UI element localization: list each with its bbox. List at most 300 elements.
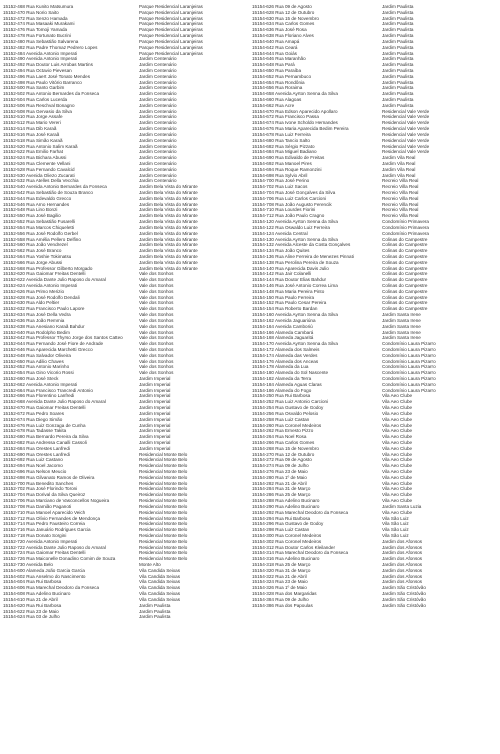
postal-code-street: 15152-502 Rua Antonio Bernardes da Fonseca [3, 91, 100, 97]
postal-code-street: 15154-604 Rua Rui Barbosa [3, 579, 62, 585]
neighborhood: Colinas do Campestre [382, 236, 428, 242]
neighborhood: Jardim Vila Real [382, 155, 416, 161]
postal-code-street: 15154-148 Rua Maria Pereira Pinto [252, 288, 325, 294]
postal-code-street: 15152-630 Rua Aldo Peltier [3, 300, 60, 306]
postal-code-street: 15154-150 Rua Paulo Ferreira [252, 294, 315, 300]
postal-code-street: 15152-720 Avenida Antonio Imperati [3, 538, 77, 544]
postal-code-street: 15154-650 Rua Paraíba [252, 67, 302, 73]
neighborhood: Jardim Imperial [139, 416, 171, 422]
postal-code-street: 15154-622 Rua 23 de Maio [3, 608, 59, 614]
postal-code-street: 15152-654 Rua Gino Vicorio Rossi [3, 370, 74, 376]
postal-code-street: 15152-634 Rua José Della Vedra [3, 312, 71, 318]
neighborhood: Jardim Santa Irene [382, 335, 421, 341]
postal-code-street: 15152-714 Rua Pedro Fausteiro Correia [3, 521, 85, 527]
neighborhood: Vale dos Sonhos [139, 364, 174, 370]
neighborhood: Jardim São Cristóvão [382, 602, 426, 608]
neighborhood: Jardim Paulista [139, 602, 171, 608]
postal-code-street: 15154-268 Rua 15 de Novembro [252, 445, 319, 451]
neighborhood: Condomínio Primavera [382, 224, 429, 230]
postal-code-street: 15152-722 Avenida Dante Julio Raposo do Amaral [3, 544, 106, 550]
postal-code-street: 15152-530 Avenida Oliezo Zucarati [3, 172, 75, 178]
neighborhood: Jardim Imperial [139, 422, 171, 428]
neighborhood: Jardim Centenário [139, 160, 177, 166]
postal-code-street: 15154-142 Rua Jair Colanelli [252, 271, 312, 277]
neighborhood: Vila Aeo Clube [382, 399, 413, 405]
postal-code-street: 15152-550 Rua José Bagilio [3, 213, 61, 219]
neighborhood: Jardim São Cristóvão [382, 585, 426, 591]
postal-code-street: 15152-552 Rua Sebastião Fusarelli [3, 219, 76, 225]
postal-code-street: 15154-172 Alameda dos Salmeis [252, 346, 320, 352]
neighborhood: Condomínio Laura Pizarro [382, 358, 436, 364]
postal-code-street: 15154-136 Rua Aline Ferreira de Menezes Pinnati [252, 253, 354, 259]
postal-code-street: 15154-640 Rua Amapá [252, 38, 300, 44]
neighborhood: Vila São Luiz [382, 532, 409, 538]
postal-code-street: 15152-648 Rua Salvador Oliveira [3, 352, 71, 358]
neighborhood: Jardim Imperial [139, 410, 171, 416]
neighborhood: Parque Residencial Laranjeiras [139, 15, 203, 21]
postal-code-street: 15154-176 Alameda dos Anceas [252, 358, 319, 364]
neighborhood: Vale dos Sonhos [139, 329, 174, 335]
postal-code-street: 15154-312 Rua Doutor Carlos Kleilander [252, 544, 335, 550]
postal-code-street: 15152-512 Rua Mario Vereri [3, 120, 61, 126]
neighborhood: Jardim Centenário [139, 155, 177, 161]
postal-code-street: 15154-658 Avenida Ayrton Senna da Silva [252, 91, 338, 97]
neighborhood: Jardim dos Afonsos [382, 538, 423, 544]
neighborhood: Jardim dos Afonsos [382, 544, 423, 550]
neighborhood: Jardim Imperial [139, 399, 171, 405]
neighborhood: Vila Aeo Clube [382, 405, 413, 411]
postal-code-street: 15152-562 Rua José Branco [3, 248, 62, 254]
postal-code-street: 15154-138 Rua Perolina Pereira de Souza [252, 259, 339, 265]
neighborhood: Vila Aeo Clube [382, 416, 413, 422]
neighborhood: Jardim Paulista [382, 97, 414, 102]
neighborhood: Vila São Luiz [382, 527, 409, 533]
neighborhood: Jardim Paulista [382, 56, 414, 62]
postal-code-street: 15152-690 Rua Orestes Lanfredi [3, 451, 70, 457]
postal-code-street: 15152-470 Rua Norio Saito [3, 9, 59, 15]
postal-code-street: 15154-670 Rua Edson Aparecido Apollaro [252, 108, 338, 114]
postal-code-street: 15152-702 Rua José Florindo Toroni [3, 486, 78, 492]
postal-code-street: 15154-124 Avenida Central [252, 230, 308, 236]
postal-code-street: 15152-636 Rua João Remmia [3, 317, 65, 323]
postal-code-street: 15154-130 Avenida Ayrton Senna da Silva [252, 236, 338, 242]
neighborhood: Residencial Vale Verde [382, 137, 430, 143]
postal-code-street: 15154-266 Rua Carlos Gomes [252, 439, 315, 445]
postal-code-street: 15152-528 Rua Fernando Cavalcid [3, 166, 75, 172]
postal-code-street: 15154-384 Rua 09 de Julho [252, 596, 309, 602]
postal-code-street: 15152-564 Rua Yoshie Tokimatsu [3, 253, 72, 259]
neighborhood: Jardim Centenário [139, 79, 177, 85]
postal-code-street: 15152-568 Rua Professor Gilberto Morgado [3, 265, 93, 271]
neighborhood: Jardim Santa Irene [382, 317, 421, 323]
neighborhood: Vale dos Sonhos [139, 352, 174, 358]
postal-code-street: 15152-506 Rua Reschval Bonagno [3, 102, 75, 108]
neighborhood: Jardim Centenário [139, 85, 177, 91]
postal-code-street: 15152-476 Rua Tomoji Yamada [3, 27, 68, 33]
postal-code-street: 15154-122 Rua Oswaldo Luiz Ferreira [252, 224, 330, 230]
neighborhood: Monte Alto [139, 562, 161, 567]
neighborhood: Vila Aeo Clube [382, 445, 413, 451]
postal-code-street: 15152-484 Avenida Antonio Imperati [3, 50, 77, 56]
neighborhood: Jardim Centenário [139, 91, 177, 97]
postal-code-street: 15154-684 Rua Miguel Badiano [252, 149, 317, 155]
postal-code-street: 15154-316 Rua Adelino Bucinaro [252, 556, 320, 562]
neighborhood: Vila Candida Seixas [139, 573, 181, 579]
neighborhood: Residencial Vale Verde [382, 126, 430, 132]
neighborhood: Jardim Paulista [382, 67, 414, 73]
postal-code-street: 15154-294 Rua Rui Barbosa [252, 515, 311, 521]
postal-code-street: 15154-672 Rua Francisco Passa [252, 114, 319, 120]
postal-code-street: 15152-622 Avenida Dante Julio Raposo do Amaral [3, 277, 106, 283]
neighborhood: Vila Aeo Clube [382, 428, 413, 434]
neighborhood: Jardim Paulista [382, 21, 414, 27]
neighborhood: Colinas do Campestre [382, 248, 428, 254]
postal-code-street: 15152-496 Rua Laert José Tonato Mendes [3, 73, 91, 79]
neighborhood: Jardim Paulista [139, 608, 171, 614]
neighborhood: Jardim Bela Vista do Mirante [139, 253, 198, 259]
postal-code-street: 15154-186 Alameda do Fogo [252, 387, 312, 393]
neighborhood: Residencial Vale Verde [382, 108, 430, 114]
postal-code-street: 15154-254 Rua Gustavo de Godoy [252, 405, 324, 411]
neighborhood: Jardim Imperial [139, 405, 171, 411]
postal-code-street: 15152-520 Rua Antonio Salim Karaã [3, 143, 78, 149]
neighborhood: Condomínio Laura Pizarro [382, 364, 436, 370]
postal-code-street: 15152-644 Rua Fernando José Fiore de Andrade [3, 341, 104, 347]
neighborhood: Jardim Imperial [139, 434, 171, 440]
postal-code-street: 15152-726 Rua Maiconelle Donadino Comim de Souza [3, 556, 116, 562]
postal-code-street: 15154-272 Rua 09 de Agosto [252, 457, 312, 463]
neighborhood: Jardim Imperial [139, 381, 171, 387]
neighborhood: Jardim Vila Real [382, 172, 416, 178]
neighborhood: Vila Aeo Clube [382, 439, 413, 445]
neighborhood: Jardim dos Afonsos [382, 562, 423, 567]
postal-code-street: 15152-660 Rua José Steck [3, 376, 59, 381]
postal-code-street: 15152-646 Rua Aparecida Marchetti Grecco [3, 346, 93, 352]
postal-code-street: 15152-708 Rua Damião Paganoti [3, 503, 72, 509]
neighborhood: Jardim Vila Real [382, 160, 416, 166]
neighborhood: Jardim Paulista [382, 102, 414, 108]
neighborhood: Colinas do Campestre [382, 283, 428, 288]
neighborhood: Jardim Bela Vista do Mirante [139, 219, 198, 225]
postal-code-street: 15152-474 Rua Masaaki Murakami [3, 21, 75, 27]
neighborhood: Jardim Santa Luzia [382, 503, 422, 509]
postal-code-street: 15154-300 Rua Coronel Medeiros [252, 532, 322, 538]
neighborhood: Residencial Vale Verde [382, 143, 430, 149]
neighborhood: Residencial Monte Belo [139, 469, 188, 474]
neighborhood: Jardim Centenário [139, 166, 177, 172]
neighborhood: Jardim Bela Vista do Mirante [139, 248, 198, 254]
postal-code-street: 15154-638 Rua Floriano Alves [252, 33, 314, 39]
neighborhood: Parque Residencial Laranjeiras [139, 27, 203, 33]
postal-code-street: 15152-508 Rua Gervasio da Silva [3, 108, 72, 114]
neighborhood: Recreio Villa Real [382, 190, 419, 195]
postal-code-street: 15152-710 Rua Manoel Aparecido Veich [3, 509, 86, 515]
postal-code-street: 15154-608 Rua Adelino Bucinaro [3, 591, 71, 597]
neighborhood: Vila Aeo Clube [382, 498, 413, 504]
neighborhood: Condomínio Laura Pizarro [382, 370, 436, 376]
postal-code-street: 15154-630 Rua 15 de Novembro [252, 15, 319, 21]
postal-code-street: 15152-500 Rua Santo Garbim [3, 85, 65, 91]
postal-code-street: 15152-698 Rua Gilvanato Ramos de Oliveira [3, 474, 95, 480]
postal-code-street: 15154-170 Avenida Ayrton Senna da Silva [252, 341, 338, 347]
neighborhood: Colinas do Campestre [382, 294, 428, 300]
postal-code-street: 15154-698 Rua Sylvio Abril [252, 172, 308, 178]
postal-code-street: 15152-666 Rua Florentino Lanfredi [3, 393, 75, 399]
neighborhood: Residencial Monte Belo [139, 532, 188, 538]
neighborhood: Jardim Paulista [382, 73, 414, 79]
postal-code-street: 15154-610 Rua 21 de Abril [3, 596, 58, 602]
postal-code-street: 15152-670 Rua Gaiomar Freitas Dentelli [3, 405, 86, 411]
postal-code-street: 15154-274 Rua 09 de Julho [252, 463, 309, 469]
postal-code-street: 15154-256 Rua Osvaldo Pelosio [252, 410, 319, 416]
postal-code-street: 15152-696 Rua Nelson Meucio [3, 469, 67, 474]
neighborhood: Parque Residencial Laranjeiras [139, 38, 203, 44]
left-address-column [3, 4, 250, 752]
neighborhood: Vila Aeo Clube [382, 480, 413, 486]
postal-code-street: 15154-682 Rua Sérgio Pizzato [252, 143, 315, 149]
neighborhood: Vale dos Sonhos [139, 335, 174, 341]
neighborhood: Vale dos Sonhos [139, 271, 174, 277]
neighborhood: Jardim Imperial [139, 387, 171, 393]
neighborhood: Residencial Vale Verde [382, 131, 430, 137]
postal-code-street: 15152-712 Rua Olívio Fernandes de Mendonça [3, 515, 101, 521]
neighborhood: Vila Aeo Clube [382, 486, 413, 492]
postal-code-street: 15152-518 Rua Simão Karaã [3, 137, 63, 143]
neighborhood: Jardim Paulista [139, 614, 171, 620]
postal-code-street: 15154-706 Rua Luiz Carlos Carcioni [252, 195, 327, 201]
neighborhood: Jardim Santa Irene [382, 323, 421, 329]
postal-code-street: 15152-498 Rua Paulo Vitório Barranco [3, 79, 82, 85]
postal-code-street: 15152-632 Rua Francisco Paulo Lapore [3, 306, 85, 312]
neighborhood: Residencial Monte Belo [139, 480, 188, 486]
postal-code-street: 15152-668 Avenida Dante Julio Raposo do Amaral [3, 399, 106, 405]
neighborhood: Vila Aeo Clube [382, 410, 413, 416]
postal-code-street: 15152-716 Rua Januário Rodrigues Garcia [3, 527, 91, 533]
postal-code-street: 15152-544 Rua Edevaldo Grecco [3, 195, 72, 201]
postal-code-street: 15154-642 Rua Ceará [252, 44, 298, 50]
postal-code-street: 15154-702 Rua Luiz Sacos [252, 184, 308, 190]
postal-code-street: 15152-730 Avenida Belo [3, 562, 53, 567]
neighborhood: Vila Aeo Clube [382, 492, 413, 498]
postal-code-street: 15152-626 Rua Primo Merizio [3, 288, 65, 294]
postal-code-street: 15154-644 Rua Goiás [252, 50, 297, 56]
postal-code-street: 15152-510 Rua Jorge Assafe [3, 114, 63, 120]
postal-code-street: 15154-298 Rua Luiz Castan [252, 527, 310, 533]
neighborhood: Residencial Monte Belo [139, 498, 188, 504]
postal-code-street: 15154-178 Alameda da Lua [252, 364, 309, 370]
neighborhood: Vila Aeo Clube [382, 509, 413, 515]
postal-code-street: 15154-676 Rua Maria Aparecida Bedim Pereira [252, 126, 349, 132]
postal-code-street: 15154-160 Avenida Ayrton Senna da Silva [252, 312, 338, 318]
neighborhood: Jardim Paulista [382, 27, 414, 33]
postal-code-street: 15152-514 Rua Dib Karaã [3, 126, 57, 132]
postal-code-street: 15154-162 Avenida Jaguariúna [252, 317, 316, 323]
postal-code-street: 15152-652 Rua Antonio Marinho [3, 364, 70, 370]
neighborhood: Jardim Centenário [139, 149, 177, 155]
neighborhood: Jardim Imperial [139, 439, 171, 445]
postal-code-street: 15152-650 Rua Adilio Chaves [3, 358, 64, 364]
neighborhood: Jardim Vila Real [382, 166, 416, 172]
postal-code-street: 15152-560 Rua João Vendrezel [3, 242, 68, 248]
postal-code-street: 15152-516 Rua José Karaã [3, 131, 60, 137]
neighborhood: Jardim Centenário [139, 178, 177, 184]
postal-code-street: 15152-542 Rua Sebastião de Souza Branco [3, 190, 93, 195]
postal-code-street: 15152-674 Rua Diego Simão [3, 416, 63, 422]
neighborhood: Jardim Centenário [139, 62, 177, 68]
neighborhood: Vila São Luiz [382, 515, 409, 521]
neighborhood: Condomínio Laura Pizarro [382, 381, 436, 387]
neighborhood: Jardim Imperial [139, 445, 171, 451]
postal-code-street: 15152-548 Rua Lino Bonzi [3, 207, 58, 213]
right-address-column [252, 4, 498, 752]
neighborhood: Jardim Paulista [382, 9, 414, 15]
postal-code-street: 15154-634 Rua Carlos Gomes [252, 21, 315, 27]
neighborhood: Vila Aeo Clube [382, 463, 413, 469]
neighborhood: Vila Aeo Clube [382, 422, 413, 428]
neighborhood: Jardim dos Afonsos [382, 573, 423, 579]
postal-code-street: 15152-664 Rua Francisco Trancredi Antonio [3, 387, 93, 393]
postal-code-street: 15152-718 Rua Donato Sorgini [3, 532, 67, 538]
neighborhood: Residencial Monte Belo [139, 457, 188, 463]
neighborhood: Condomínio Laura Pizarro [382, 352, 436, 358]
postal-code-street: 15152-478 Rua Fortunato Bucrini [3, 33, 71, 39]
postal-code-street: 15152-704 Rua Dorival da Silva Queiroz [3, 492, 86, 498]
postal-code-street: 15154-132 Avenida Alceste da Costa Gonçalves [252, 242, 351, 248]
postal-code-street: 15154-704 Rua José Gonçalves da Silva [252, 190, 336, 195]
neighborhood: Residencial Monte Belo [139, 503, 188, 509]
neighborhood: Jardim Bela Vista do Mirante [139, 184, 198, 190]
postal-code-street: 15152-640 Rua Rodolpho Bedim [3, 329, 70, 335]
neighborhood: Residencial Monte Belo [139, 538, 188, 544]
postal-code-street: 15154-166 Alameda Cambará [252, 329, 314, 335]
neighborhood: Jardim Paulista [382, 85, 414, 91]
neighborhood: Residencial Vale Verde [382, 149, 430, 155]
neighborhood: Residencial Vale Verde [382, 114, 430, 120]
postal-code-street: 15154-182 Alameda da Terra [252, 376, 312, 381]
postal-code-street: 15154-680 Rua Tancio Salto [252, 137, 310, 143]
neighborhood: Jardim Bela Vista do Mirante [139, 224, 198, 230]
neighborhood: Colinas do Campestre [382, 300, 428, 306]
postal-code-street: 15154-322 Rua 21 de Abril [252, 573, 307, 579]
neighborhood: Vale dos Sonhos [139, 300, 174, 306]
neighborhood: Recreio Villa Real [382, 178, 419, 184]
postal-code-street: 15154-184 Alameda Aguas Claras [252, 381, 322, 387]
neighborhood: Jardim Bela Vista do Mirante [139, 236, 198, 242]
neighborhood: Jardim Bela Vista do Mirante [139, 190, 198, 195]
postal-code-street: 15154-252 Rua Luiz Antonio Carcioni [252, 399, 329, 405]
neighborhood: Colinas do Campestre [382, 242, 428, 248]
postal-code-street: 15154-286 Rua 25 de Março [252, 492, 311, 498]
neighborhood: Jardim Paulista [382, 38, 414, 44]
postal-code-street: 15154-328 Rua dos Margaridas [252, 591, 317, 597]
postal-code-street: 15152-642 Rua Professor Thyrso Jorge dos Santos Catteo [3, 335, 123, 341]
neighborhood: Vila Aeo Clube [382, 393, 413, 399]
neighborhood: Jardim São Cristóvão [382, 596, 426, 602]
postal-code-street: 15154-708 Rua João Augusto Ferencik [252, 201, 332, 207]
neighborhood: Vila Aeo Clube [382, 457, 413, 463]
neighborhood: Jardim Paulista [382, 79, 414, 85]
neighborhood: Jardim Paulista [382, 4, 414, 9]
postal-code-street: 15152-480 Rua Sebastião Salvarena [3, 38, 79, 44]
neighborhood: Jardim Centenário [139, 102, 177, 108]
neighborhood: Jardim Centenário [139, 131, 177, 137]
neighborhood: Residencial Monte Belo [139, 509, 188, 515]
neighborhood: Condomínio Laura Pizarro [382, 376, 436, 381]
neighborhood: Jardim Centenário [139, 137, 177, 143]
neighborhood: Vale dos Sonhos [139, 323, 174, 329]
postal-code-street: 15152-684 Rua Orestes Lanfredi [3, 445, 70, 451]
postal-code-street: 15154-120 Avenida Ayrton Senna da Silva [252, 219, 338, 225]
neighborhood: Jardim Centenário [139, 108, 177, 114]
postal-code-street: 15152-468 Rua Kunito Matsumura [3, 4, 74, 9]
neighborhood: Residencial Monte Belo [139, 451, 188, 457]
postal-code-street: 15152-490 Avenida Antonio Imperati [3, 56, 77, 62]
neighborhood: Jardim Centenário [139, 120, 177, 126]
neighborhood: Condomínio Laura Pizarro [382, 346, 436, 352]
postal-code-street: 15154-134 Rua João Quites [252, 248, 310, 254]
neighborhood: Vila Aeo Clube [382, 474, 413, 480]
postal-code-street: 15154-152 Rua Paulo Cesar Pereira [252, 300, 327, 306]
neighborhood: Jardim Imperial [139, 393, 171, 399]
postal-code-street: 15152-532 Rua Atelles Della Vecchia [3, 178, 79, 184]
postal-code-street: 15154-174 Alameda das Verdes [252, 352, 318, 358]
neighborhood: Jardim Santa Irene [382, 312, 421, 318]
neighborhood: Jardim dos Afonsos [382, 579, 423, 585]
postal-code-street: 15152-526 Rua Clemente Vellani [3, 160, 71, 166]
neighborhood: Vale dos Sonhos [139, 306, 174, 312]
neighborhood: Residencial Monte Belo [139, 556, 188, 562]
neighborhood: Jardim Centenário [139, 73, 177, 79]
postal-code-street: 15152-556 Rua José Rodolfo Gerbel [3, 230, 78, 236]
neighborhood: Residencial Vale Verde [382, 120, 430, 126]
postal-code-street: 15154-324 Rua 23 de Maio [252, 579, 308, 585]
neighborhood: Jardim dos Afonsos [382, 567, 423, 573]
neighborhood: Jardim dos Afonsos [382, 556, 423, 562]
postal-code-street: 15154-326 Rua 1º de Maio [252, 585, 307, 591]
postal-code-street: 15152-522 Rua Emilio Farhat [3, 149, 64, 155]
neighborhood: Jardim Centenário [139, 97, 177, 102]
postal-code-street: 15154-262 Rua Ernesto Pizzo [252, 428, 314, 434]
postal-code-street: 15152-638 Rua Anesiano Karaã Bahdur [3, 323, 85, 329]
neighborhood: Residencial Monte Belo [139, 486, 188, 492]
neighborhood: Jardim Imperial [139, 376, 171, 381]
postal-code-street: 15152-628 Rua José Rodolfo Dendali [3, 294, 80, 300]
neighborhood: Jardim São Cristóvão [382, 591, 426, 597]
neighborhood: Condomínio Primavera [382, 230, 429, 236]
neighborhood: Jardim Centenário [139, 67, 177, 73]
neighborhood: Vale dos Sonhos [139, 277, 174, 283]
postal-code-street: 15154-620 Rua Rui Barbosa [3, 602, 62, 608]
postal-code-street: 15152-494 Rua Octavio Pievesan [3, 67, 72, 73]
neighborhood: Vale dos Sonhos [139, 317, 174, 323]
neighborhood: Vale dos Sonhos [139, 312, 174, 318]
neighborhood: Jardim Bela Vista do Mirante [139, 259, 198, 265]
postal-code-street: 15154-168 Alameda Jaguaritá [252, 335, 314, 341]
neighborhood: Condomínio Laura Pizarro [382, 387, 436, 393]
neighborhood: Jardim Paulista [382, 91, 414, 97]
neighborhood: Jardim Paulista [382, 33, 414, 39]
neighborhood: Jardim Bela Vista do Mirante [139, 230, 198, 236]
postal-code-street: 15154-678 Rua Luiz Ferreira [252, 131, 311, 137]
postal-code-street: 15154-654 Rua Rondônia [252, 79, 305, 85]
neighborhood: Recreio Villa Real [382, 201, 419, 207]
postal-code-street: 15154-288 Rua Adelino Bucinaro [252, 498, 320, 504]
postal-code-street: 15152-524 Rua Bichara Abussi [3, 155, 67, 161]
postal-code-street: 15154-290 Rua Adelino Bucinaro [252, 503, 320, 509]
postal-code-street: 15152-692 Rua Luiz Castano [3, 457, 63, 463]
neighborhood: Residencial Monte Belo [139, 474, 188, 480]
postal-code-street: 15152-472 Rua Senzo Hamada [3, 15, 68, 21]
